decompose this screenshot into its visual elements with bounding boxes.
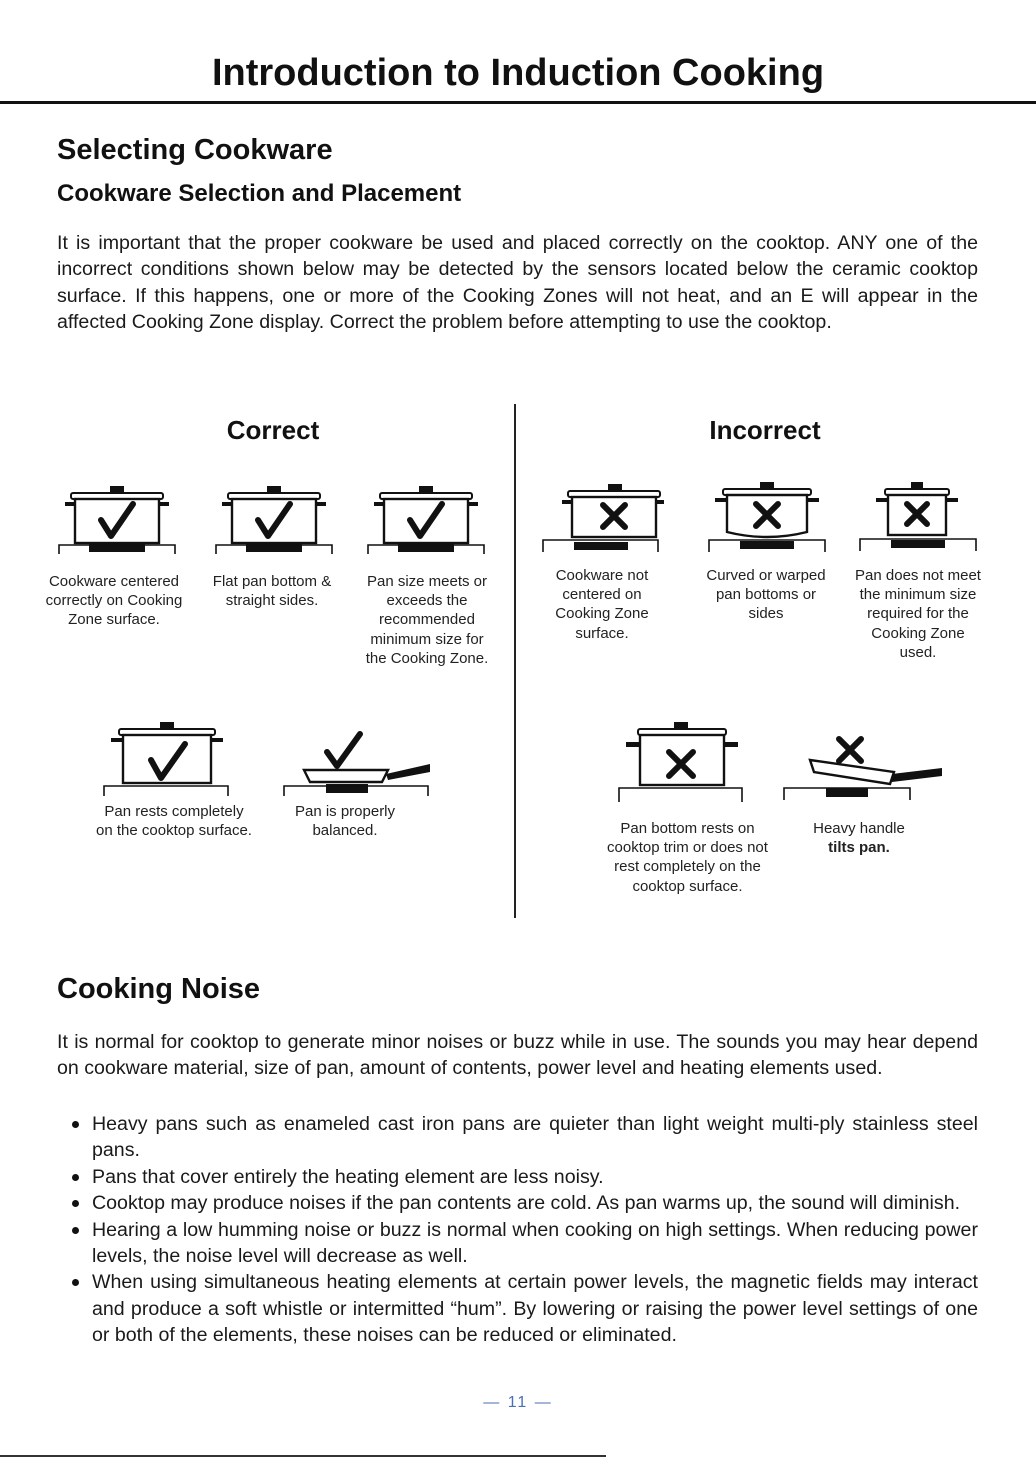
bullet-icon [72, 1174, 79, 1181]
x-pot-icon [540, 480, 664, 554]
caption-incorrect-4: Pan bottom rests on cooktop trim or does not rest completely on the cooktop surface. [607, 820, 768, 895]
check-pot-icon [366, 482, 486, 556]
list-item [57, 1269, 978, 1348]
caption-incorrect-5 [794, 819, 924, 857]
caption-incorrect-1: Cookware not centered on Cooking Zone surface. [555, 567, 649, 642]
column-divider [514, 404, 516, 918]
bullet-icon [72, 1279, 79, 1286]
x-pot-icon [707, 480, 827, 554]
x-pot-icon [616, 720, 746, 804]
x-pot-icon [858, 480, 978, 554]
incorrect-heading: Incorrect [709, 415, 821, 445]
bullet-text: Cooktop may produce noises if the pan contents are cold. As pan warms up, the sound will diminish. [92, 1192, 961, 1215]
cookware-intro-paragraph: It is important that the proper cookware be used and placed correctly on the cooktop. ANY one of the incorrect conditions shown below may be detected by the sensors located below the ceramic cooktop surface. If this happens, one or more of the Cooking Zones will not heat, and an E will appear in the affected Cooking Zone display. Correct the problem before attempting to use the cooktop. [57, 232, 978, 334]
bullet-icon [72, 1227, 79, 1234]
caption-correct-4: Pan rests completely on the cooktop surface. [96, 803, 252, 840]
list-item [57, 1217, 978, 1270]
bullet-text: Heavy pans such as enameled cast iron pans are quieter than light weight multi-ply stainless steel pans. [92, 1113, 978, 1162]
list-item [57, 1164, 978, 1190]
bullet-text: Hearing a low humming noise or buzz is normal when cooking on high settings. When reducing power levels, the noise level will decrease as well. [92, 1218, 978, 1268]
subheading-cookware-placement: Cookware Selection and Placement [57, 180, 462, 207]
caption-correct-2: Flat pan bottom & straight sides. [212, 573, 332, 610]
check-pot-icon [101, 718, 231, 798]
check-pot-icon [214, 482, 334, 556]
section-heading-cooking-noise: Cooking Noise [57, 973, 261, 1005]
bullet-icon [72, 1200, 79, 1207]
footer-rule [0, 1455, 606, 1457]
noise-bullet-list [57, 1111, 978, 1349]
noise-intro-paragraph: It is normal for cooktop to generate minor noises or buzz while in use. The sounds you may hear depend on cookware material, size of pan, amount of contents, power level and heating elements used. [57, 1031, 978, 1080]
check-pan-icon [282, 726, 434, 798]
page-number: — 11 — [483, 1394, 553, 1411]
caption-incorrect-5-bold: tilts pan. [828, 839, 890, 857]
correct-heading: Correct [226, 415, 320, 445]
bullet-text: Pans that cover entirely the heating element are less noisy. [92, 1165, 604, 1188]
caption-incorrect-3: Pan does not meet the minimum size required for the Cooking Zone used. [855, 567, 981, 661]
caption-correct-3: Pan size meets or exceeds the recommended minimum size for the Cooking Zone. [365, 573, 489, 667]
page-title: Introduction to Induction Cooking [211, 52, 825, 94]
caption-correct-1: Cookware centered correctly on Cooking Zone surface. [45, 573, 183, 629]
title-rule [0, 101, 1036, 104]
check-pot-icon [57, 482, 177, 556]
bullet-text: When using simultaneous heating elements at certain power levels, the magnetic fields may interact and produce a soft whistle or intermitted “hum”. By lowering or raising the power level settings of one or both of the elements, these noises can be reduced or eliminated. [92, 1271, 978, 1347]
bullet-icon [72, 1121, 79, 1128]
caption-correct-5: Pan is properly balanced. [294, 803, 396, 840]
caption-incorrect-5-text: Heavy handle [813, 820, 905, 837]
x-pan-icon [782, 732, 944, 802]
section-heading-selecting-cookware: Selecting Cookware [57, 134, 333, 166]
list-item [57, 1111, 978, 1164]
caption-incorrect-2: Curved or warped pan bottoms or sides [706, 567, 826, 623]
list-item [57, 1190, 978, 1216]
